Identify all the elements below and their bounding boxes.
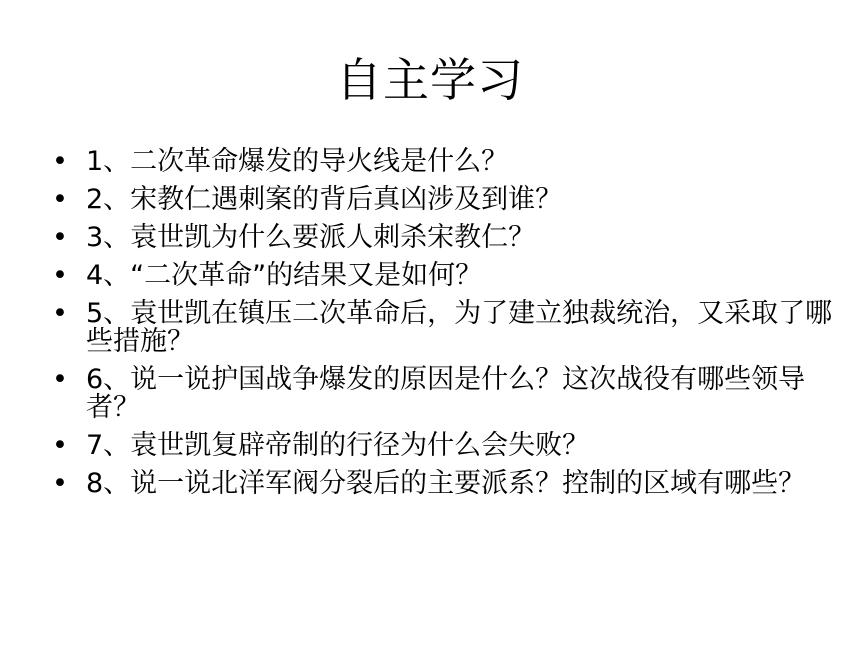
bullet-icon: • [52,222,68,253]
bullet-icon: • [52,364,68,395]
question-text: 3、袁世凯为什么要派人刺杀宋教仁？ [86,222,536,253]
question-list [50,148,850,508]
bullet-icon: • [52,430,68,461]
question-text: 6、说一说护国战争爆发的原因是什么？这次战役有哪些领导者？ [86,364,806,423]
list-item [50,300,850,356]
bullet-icon: • [52,298,68,329]
bullet-icon: • [52,468,68,499]
bullet-icon: • [52,146,68,177]
question-text: 1、二次革命爆发的导火线是什么？ [86,146,509,177]
question-text: 4、“二次革命”的结果又是如何？ [86,260,483,291]
bullet-icon: • [52,260,68,291]
question-text: 8、说一说北洋军阀分裂后的主要派系？控制的区域有哪些？ [86,468,806,499]
list-item [50,470,850,498]
list-item [50,148,850,176]
slide-title: 自主学习 [336,53,524,107]
list-item [50,366,850,422]
list-item [50,224,850,252]
list-item [50,432,850,460]
question-text: 7、袁世凯复辟帝制的行径为什么会失败？ [86,430,590,461]
bullet-icon: • [52,184,68,215]
list-item [50,262,850,290]
list-item [50,186,850,214]
question-text: 5、袁世凯在镇压二次革命后，为了建立独裁统治，又采取了哪些措施？ [86,298,833,357]
question-text: 2、宋教仁遇刺案的背后真凶涉及到谁？ [86,184,563,215]
